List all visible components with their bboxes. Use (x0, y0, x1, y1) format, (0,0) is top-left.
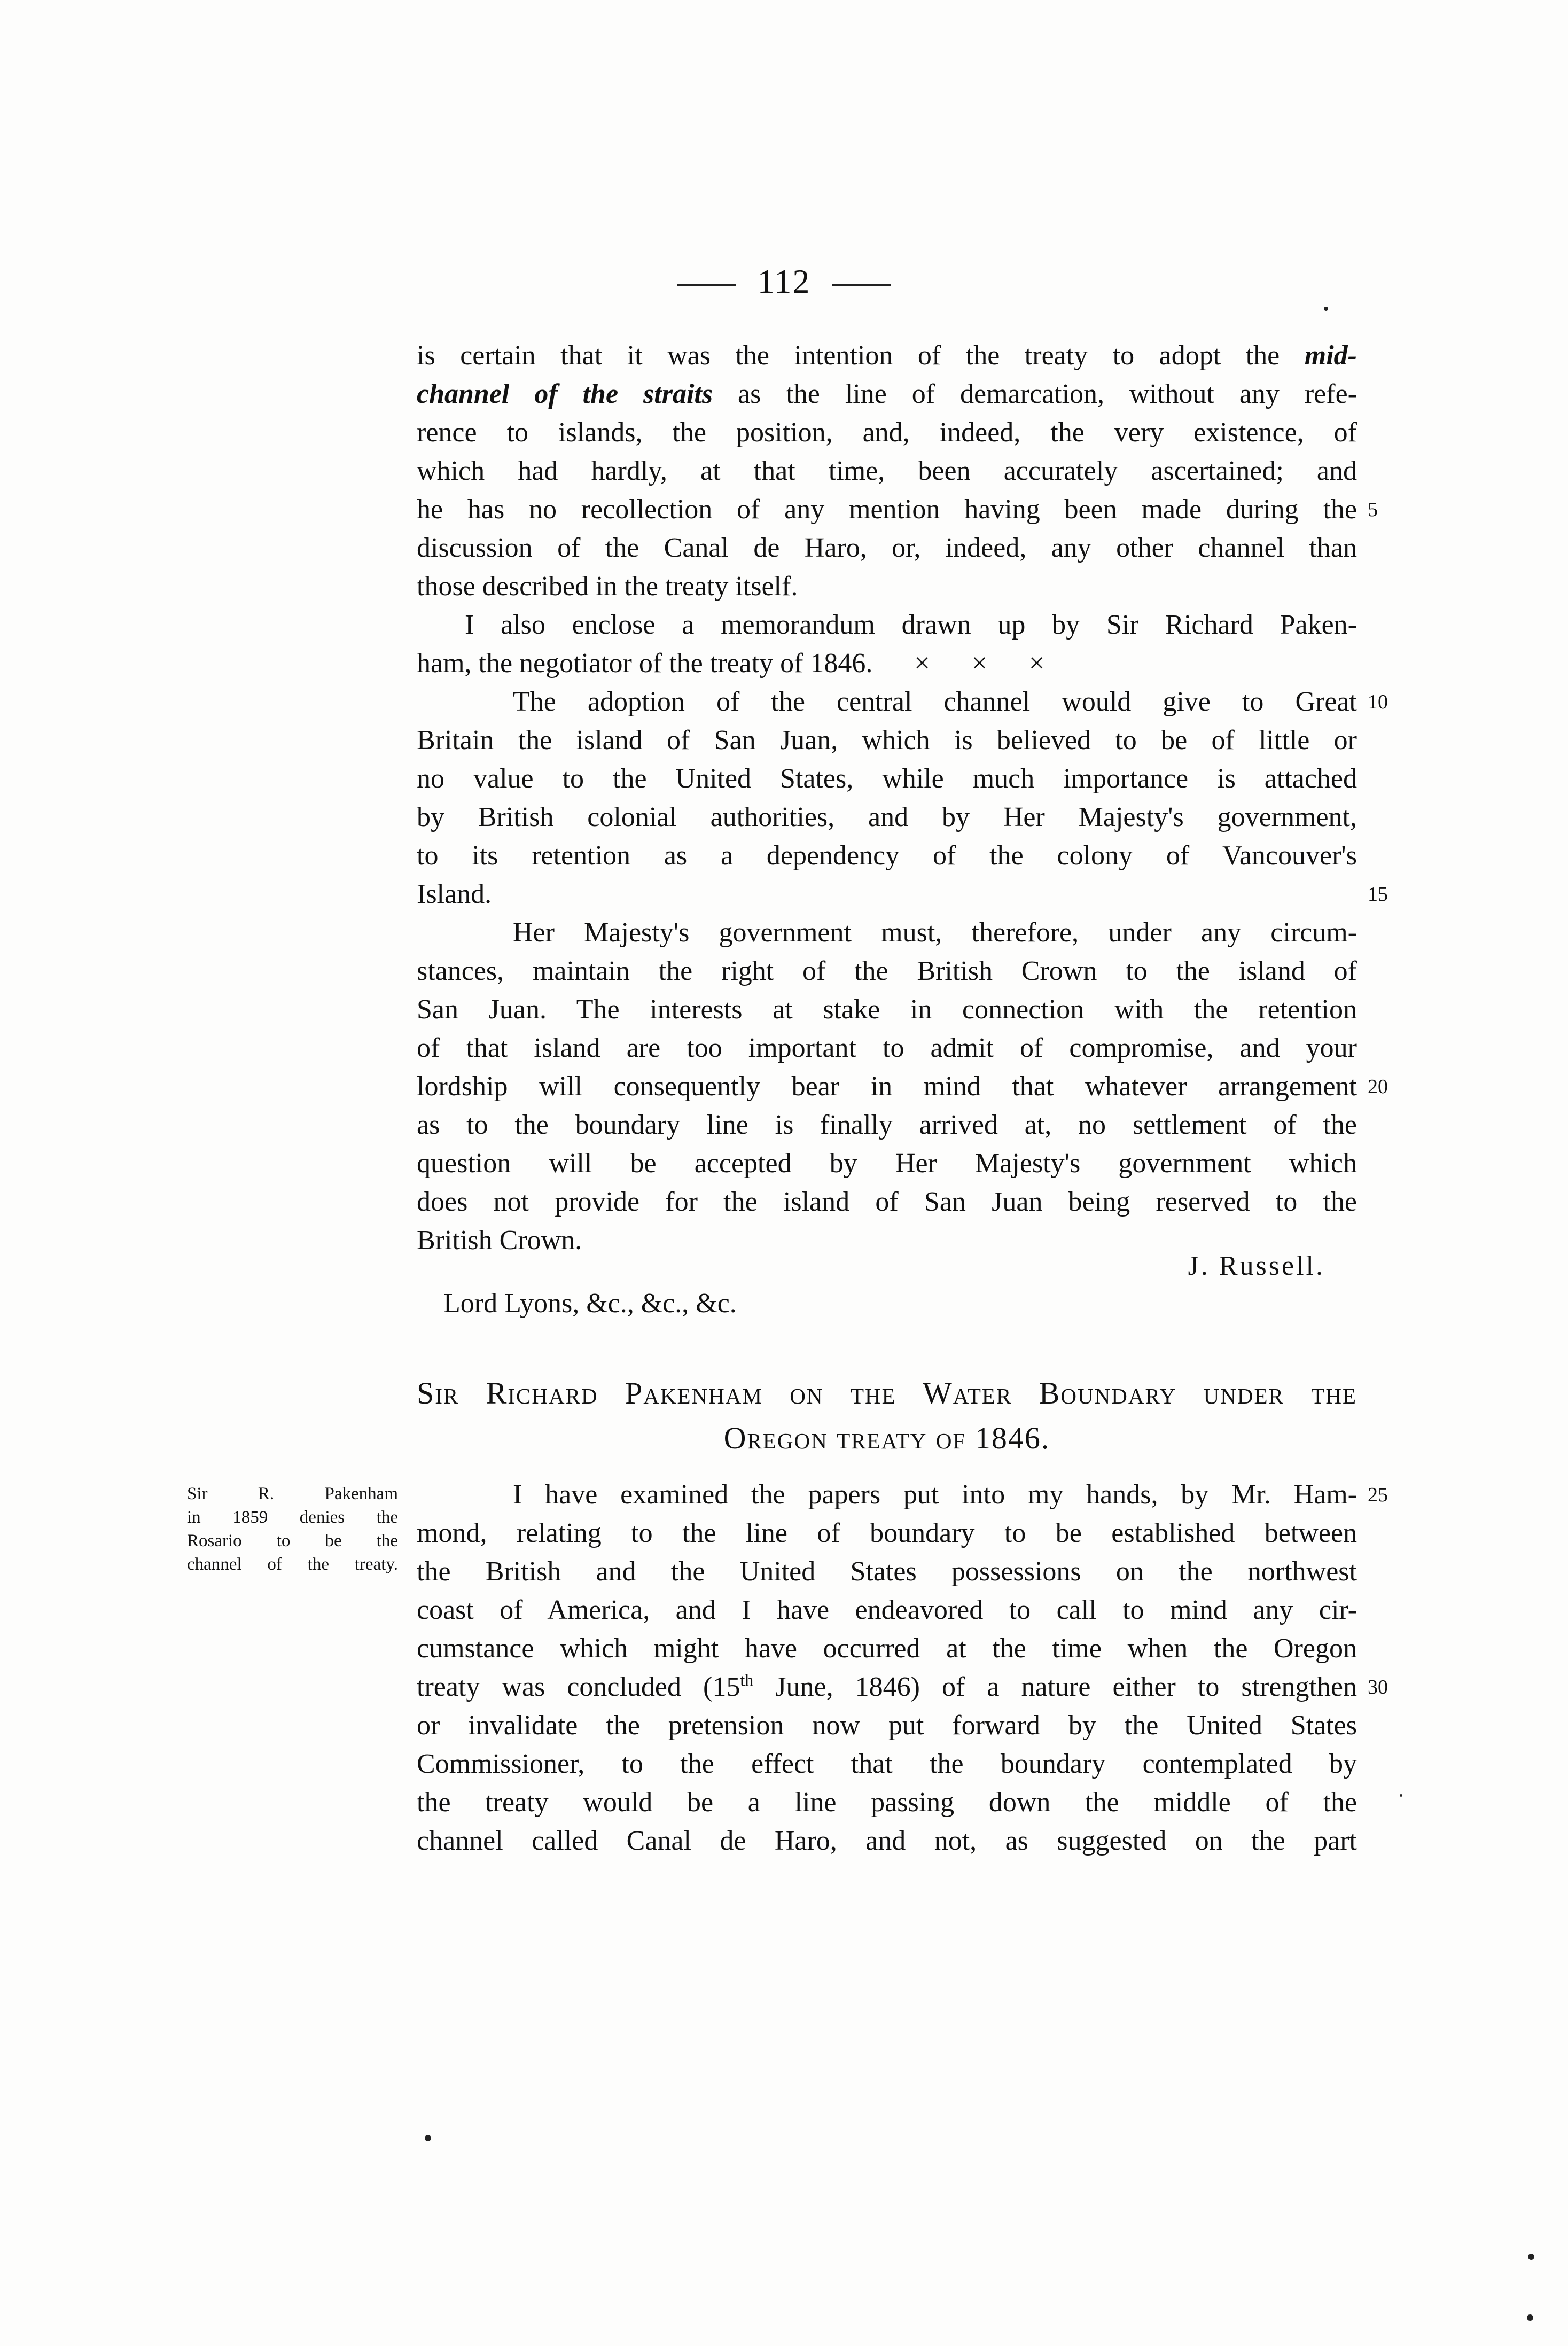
page-number-left-dash (677, 284, 736, 286)
addressee: Lord Lyons, &c., &c., &c. (443, 1288, 737, 1319)
line-number: 30 (1368, 1676, 1388, 1698)
text-line: I also enclose a memorandum drawn up by Sir Richard Paken- (465, 610, 1357, 640)
sidenote-line: channel of the treaty. (187, 1555, 398, 1574)
section-heading-line-2: Oregon treaty of 1846. (723, 1421, 1050, 1455)
signature-block (417, 1247, 1357, 1285)
page-number-value: 112 (757, 262, 811, 300)
text-line: British Crown. (417, 1225, 582, 1256)
page-number (0, 262, 1568, 301)
text-line: stances, maintain the right of the British Crown to the island of (417, 956, 1357, 986)
text-line-content: treaty was concluded (15 (417, 1672, 740, 1702)
text-line: discussion of the Canal de Haro, or, indeed, any other channel than (417, 533, 1357, 563)
text-line: of that island are too important to admit of compromise, and your (417, 1033, 1357, 1063)
line-number: 5 (1368, 498, 1378, 521)
paragraph-continuation (417, 337, 1357, 606)
text-line-content: June, 1846) of a nature either to strengthen (753, 1672, 1357, 1702)
scan-speck (1400, 1794, 1402, 1797)
text-line: Island. (417, 879, 492, 909)
section-heading-line-1: Sir Richard Pakenham on the Water Boundary under the (417, 1376, 1357, 1410)
scan-speck (425, 2135, 431, 2141)
text-line: those described in the treaty itself. (417, 571, 798, 602)
scan-speck (1324, 307, 1328, 311)
line-number: 15 (1368, 883, 1388, 906)
italic-text: channel of the straits (417, 379, 713, 409)
line-number: 25 (1368, 1484, 1388, 1506)
text-line: by British colonial authorities, and by Her Majesty's government, (417, 802, 1357, 832)
text-line: as to the boundary line is finally arrived at, no settlement of the (417, 1110, 1357, 1140)
section-heading (417, 1371, 1357, 1461)
text-line: no value to the United States, while much importance is attached (417, 763, 1357, 794)
superscript: th (740, 1670, 754, 1690)
paragraph-memorandum (417, 606, 1357, 683)
paragraph-pakenham (417, 1476, 1357, 1860)
text-line: or invalidate the pretension now put forward by the United States (417, 1710, 1357, 1741)
sidenote-line: in 1859 denies the (187, 1508, 398, 1527)
text-line: I have examined the papers put into my hands, by Mr. Ham- (513, 1479, 1357, 1510)
scan-speck (1528, 2254, 1534, 2260)
text-line: the British and the United States possessions on the northwest (417, 1556, 1357, 1587)
signature: J. Russell. (1188, 1251, 1325, 1281)
text-line-content: as the line of demarcation, without any refe- (713, 379, 1357, 409)
text-line: The adoption of the central channel would give to Great (513, 687, 1357, 717)
addressee-block (417, 1284, 1357, 1323)
text-line: question will be accepted by Her Majesty's government which (417, 1148, 1357, 1179)
text-line: he has no recollection of any mention having been made during the (417, 494, 1357, 525)
text-line: rence to islands, the position, and, indeed, the very existence, of (417, 417, 1357, 448)
text-line: channel called Canal de Haro, and not, as suggested on the part (417, 1826, 1357, 1856)
paragraph-majesty (417, 914, 1357, 1260)
text-line: the treaty would be a line passing down the middle of the (417, 1787, 1357, 1818)
scan-speck (1527, 2314, 1533, 2321)
text-line (417, 337, 1357, 375)
text-line: Her Majesty's government must, therefore, under any circum- (513, 917, 1357, 948)
text-line: which had hardly, at that time, been accurately ascertained; and (417, 456, 1357, 486)
text-line: does not provide for the island of San Juan being reserved to the (417, 1187, 1357, 1217)
marginal-sidenote (187, 1482, 398, 1576)
text-line (417, 1668, 1357, 1706)
text-line: lordship will consequently bear in mind that whatever arrangement (417, 1071, 1357, 1102)
paragraph-adoption (417, 683, 1357, 914)
text-line (417, 375, 1357, 414)
text-line: San Juan. The interests at stake in connection with the retention (417, 994, 1357, 1025)
text-line: to its retention as a dependency of the colony of Vancouver's (417, 840, 1357, 871)
text-line: mond, relating to the line of boundary to be established between (417, 1518, 1357, 1548)
sidenote-line: Sir R. Pakenham (187, 1484, 398, 1503)
italic-text: mid- (1304, 340, 1357, 371)
text-line: cumstance which might have occurred at the time when the Oregon (417, 1633, 1357, 1664)
sidenote-line: Rosario to be the (187, 1531, 398, 1550)
text-line: ham, the negotiator of the treaty of 1846. × × × (417, 648, 1045, 679)
line-number: 20 (1368, 1075, 1388, 1098)
line-number: 10 (1368, 691, 1388, 713)
text-line-content: is certain that it was the intention of the treaty to adopt the (417, 340, 1305, 371)
text-line: coast of America, and I have endeavored to call to mind any cir- (417, 1595, 1357, 1625)
text-line: Britain the island of San Juan, which is believed to be of little or (417, 725, 1357, 755)
text-line: Commissioner, to the effect that the boundary contemplated by (417, 1749, 1357, 1779)
page-number-right-dash (832, 284, 891, 286)
